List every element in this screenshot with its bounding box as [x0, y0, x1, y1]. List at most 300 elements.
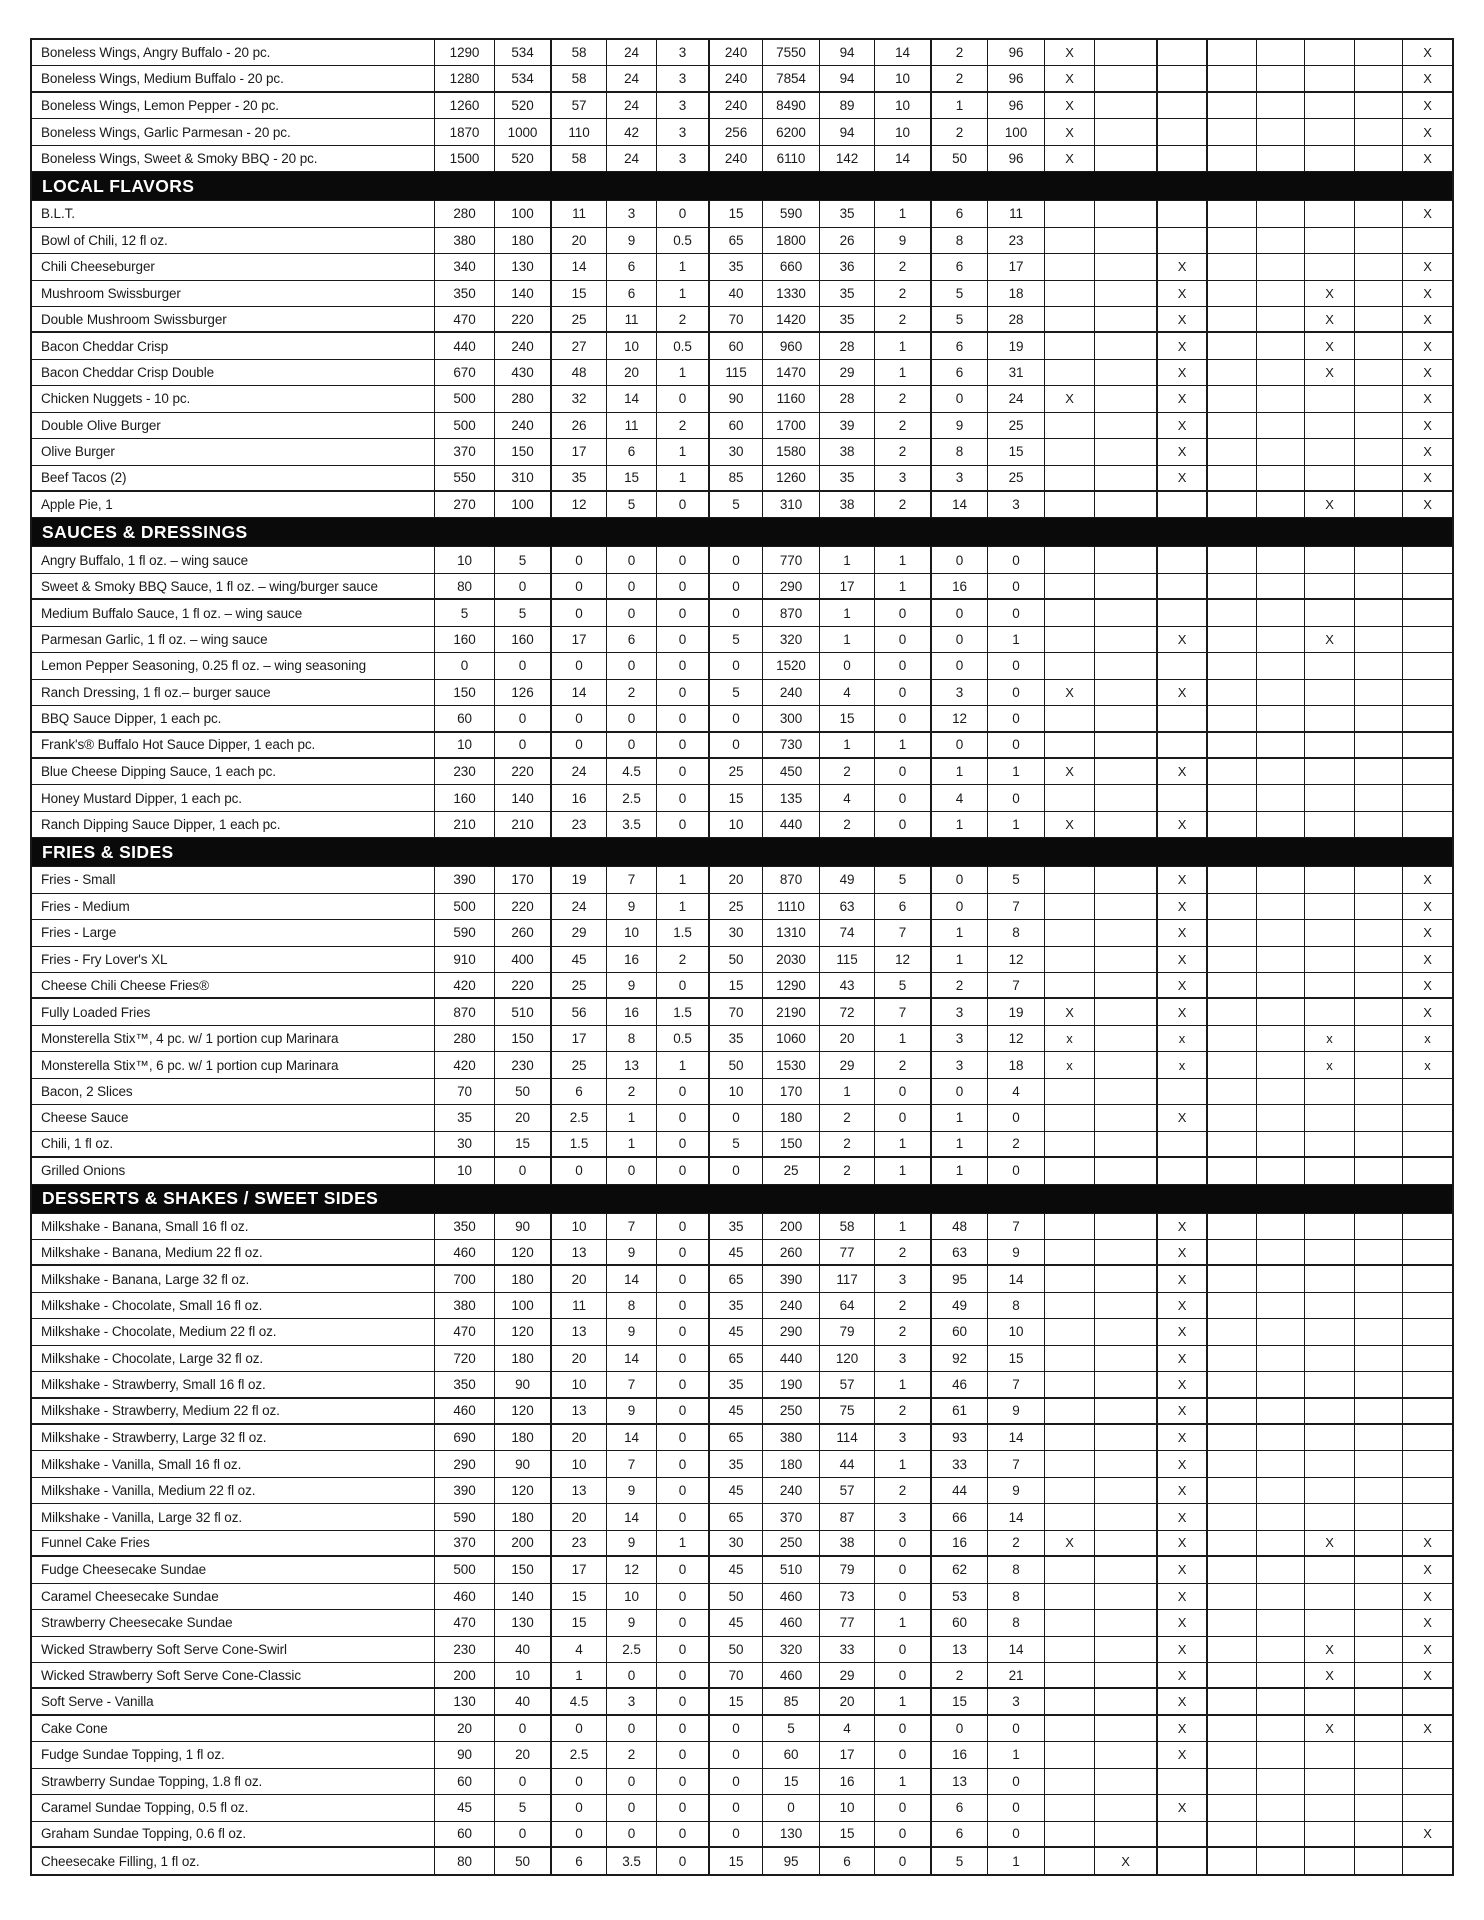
nutrition-value-cell: 240	[710, 146, 763, 171]
nutrition-value-cell: 5	[710, 1132, 763, 1156]
nutrition-value-cell: 256	[710, 119, 763, 144]
nutrition-value-cell: 0	[875, 706, 932, 730]
allergen-mark-cell	[1158, 93, 1208, 118]
allergen-mark-cell	[1095, 1478, 1158, 1503]
nutrition-value-cell: 79	[820, 1557, 875, 1582]
allergen-mark-cell	[1305, 1584, 1355, 1609]
allergen-mark-cell	[1305, 1425, 1355, 1450]
allergen-mark-cell	[1305, 547, 1355, 572]
nutrition-value-cell: 0	[657, 1557, 710, 1582]
nutrition-value-cell: 20	[552, 1266, 607, 1291]
allergen-mark-cell	[1403, 733, 1452, 757]
item-name-cell: Milkshake - Vanilla, Medium 22 fl oz.	[32, 1478, 435, 1503]
nutrition-value-cell: 4	[820, 1716, 875, 1741]
nutrition-value-cell: 13	[552, 1319, 607, 1344]
allergen-mark-cell: X	[1158, 920, 1208, 945]
nutrition-value-cell: 2	[875, 1399, 932, 1423]
allergen-mark-cell	[1403, 1319, 1452, 1344]
allergen-mark-cell	[1355, 1610, 1403, 1635]
nutrition-value-cell: 35	[710, 1026, 763, 1051]
allergen-mark-cell	[1257, 1425, 1305, 1450]
allergen-mark-cell: X	[1423, 1535, 1432, 1551]
allergen-mark-cell	[1045, 1478, 1095, 1503]
nutrition-value-cell: 2	[875, 1293, 932, 1318]
allergen-mark-cell	[1355, 894, 1403, 919]
table-row	[32, 281, 1452, 307]
allergen-mark-cell	[1355, 1026, 1403, 1051]
allergen-mark-cell	[1095, 1372, 1158, 1396]
table-row	[32, 627, 1452, 653]
nutrition-value-cell: 1280	[435, 66, 495, 90]
allergen-mark-cell	[1095, 1105, 1158, 1130]
allergen-mark-cell	[1095, 812, 1158, 837]
item-name-cell: Honey Mustard Dipper, 1 each pc.	[32, 785, 435, 810]
allergen-mark-cell	[1095, 1158, 1158, 1183]
nutrition-value-cell: 8	[932, 439, 988, 464]
allergen-mark-cell	[1257, 680, 1305, 705]
nutrition-value-cell: 23	[988, 228, 1045, 253]
allergen-mark-cell	[1095, 1266, 1158, 1291]
table-row	[32, 547, 1452, 573]
allergen-mark-cell: X	[1158, 1451, 1208, 1476]
allergen-mark-cell	[1095, 627, 1158, 652]
nutrition-value-cell: 870	[763, 600, 820, 625]
item-name-cell: Fries - Small	[32, 867, 435, 892]
allergen-mark-cell	[1305, 574, 1355, 598]
nutrition-value-cell: 0	[710, 547, 763, 572]
nutrition-value-cell: 0	[657, 1346, 710, 1371]
allergen-mark-cell	[1158, 1132, 1208, 1156]
allergen-mark-cell	[1208, 1663, 1257, 1687]
nutrition-value-cell: 3	[875, 1425, 932, 1450]
nutrition-value-cell: 1	[820, 733, 875, 757]
nutrition-value-cell: 460	[435, 1584, 495, 1609]
allergen-mark-cell	[1095, 1531, 1158, 1555]
nutrition-value-cell: 3	[932, 1052, 988, 1077]
nutrition-value-cell: 1	[875, 1610, 932, 1635]
nutrition-value-cell: 440	[435, 333, 495, 358]
allergen-mark-cell	[1208, 93, 1257, 118]
item-name-cell: Caramel Sundae Topping, 0.5 fl oz.	[32, 1795, 435, 1820]
allergen-mark-cell: X	[1305, 281, 1355, 306]
nutrition-value-cell: 8	[988, 1584, 1045, 1609]
table-row	[32, 1132, 1452, 1158]
allergen-mark-cell: X	[1158, 759, 1208, 784]
allergen-mark-cell	[1355, 733, 1403, 757]
table-row	[32, 466, 1452, 492]
nutrition-value-cell: 80	[435, 574, 495, 598]
allergen-mark-cell	[1257, 386, 1305, 411]
nutrition-value-cell: 440	[763, 1346, 820, 1371]
item-name-cell: Grilled Onions	[32, 1158, 435, 1183]
allergen-mark-cell	[1208, 733, 1257, 757]
nutrition-value-cell: 25	[552, 1052, 607, 1077]
allergen-mark-cell	[1305, 812, 1355, 837]
allergen-mark-cell	[1158, 1158, 1208, 1183]
nutrition-value-cell: 13	[552, 1478, 607, 1503]
allergen-mark-cell: X	[1423, 98, 1432, 114]
nutrition-value-cell: 440	[763, 812, 820, 837]
allergen-mark-cell: X	[1423, 365, 1432, 381]
table-row	[32, 1848, 1452, 1874]
table-row	[32, 1319, 1452, 1345]
allergen-mark-cell	[1403, 1425, 1452, 1450]
allergen-mark-cell	[1045, 1105, 1095, 1130]
nutrition-value-cell: 370	[435, 1531, 495, 1555]
allergen-mark-cell	[1257, 360, 1305, 385]
section-header	[32, 838, 1452, 867]
nutrition-value-cell: 1580	[763, 439, 820, 464]
allergen-mark-cell	[1208, 1531, 1257, 1555]
table-row	[32, 1504, 1452, 1530]
allergen-mark-cell	[1208, 333, 1257, 358]
item-name-cell: Ranch Dipping Sauce Dipper, 1 each pc.	[32, 812, 435, 837]
allergen-mark-cell	[1257, 466, 1305, 490]
nutrition-value-cell: 60	[932, 1610, 988, 1635]
nutrition-value-cell: 15	[820, 1822, 875, 1846]
allergen-mark-cell	[1045, 973, 1095, 997]
allergen-mark-cell: X	[1423, 1615, 1432, 1631]
nutrition-value-cell: 0	[932, 600, 988, 625]
nutrition-value-cell: 142	[820, 146, 875, 171]
nutrition-value-cell: 20	[552, 228, 607, 253]
nutrition-value-cell: 17	[552, 627, 607, 652]
table-row	[32, 119, 1452, 145]
allergen-mark-cell: x	[1158, 1026, 1208, 1051]
nutrition-value-cell: 15	[495, 1132, 552, 1156]
nutrition-value-cell: 210	[495, 812, 552, 837]
nutrition-value-cell: 20	[495, 1105, 552, 1130]
nutrition-value-cell: 0	[552, 653, 607, 678]
nutrition-value-cell: 15	[552, 1584, 607, 1609]
nutrition-value-cell: 7	[988, 1214, 1045, 1239]
nutrition-value-cell: 130	[763, 1822, 820, 1846]
nutrition-value-cell: 0	[657, 1158, 710, 1183]
allergen-mark-cell	[1158, 706, 1208, 730]
nutrition-value-cell: 126	[495, 680, 552, 705]
allergen-mark-cell	[1095, 1293, 1158, 1318]
nutrition-value-cell: 1330	[763, 281, 820, 306]
nutrition-value-cell: 120	[495, 1319, 552, 1344]
nutrition-value-cell: 96	[988, 146, 1045, 171]
nutrition-value-cell: 380	[435, 228, 495, 253]
allergen-mark-cell	[1095, 307, 1158, 331]
allergen-mark-cell	[1305, 894, 1355, 919]
allergen-mark-cell	[1208, 574, 1257, 598]
nutrition-value-cell: 1	[552, 1663, 607, 1687]
allergen-mark-cell	[1095, 759, 1158, 784]
nutrition-value-cell: 11	[607, 413, 657, 438]
nutrition-value-cell: 4.5	[607, 759, 657, 784]
table-row	[32, 1531, 1452, 1557]
allergen-mark-cell	[1095, 574, 1158, 598]
nutrition-value-cell: 2	[932, 66, 988, 90]
allergen-mark-cell	[1355, 574, 1403, 598]
allergen-mark-cell: X	[1423, 497, 1432, 513]
item-name-cell: Lemon Pepper Seasoning, 0.25 fl oz. – wing seasoning	[32, 653, 435, 678]
allergen-mark-cell	[1095, 733, 1158, 757]
nutrition-value-cell: 0	[552, 706, 607, 730]
allergen-mark-cell: X	[1423, 1004, 1432, 1020]
nutrition-value-cell: 0	[710, 1742, 763, 1767]
allergen-mark-cell: X	[1305, 360, 1355, 385]
nutrition-value-cell: 14	[607, 1346, 657, 1371]
allergen-mark-cell	[1355, 1584, 1403, 1609]
allergen-mark-cell: X	[1158, 894, 1208, 919]
allergen-mark-cell	[1257, 201, 1305, 226]
item-name-cell: Boneless Wings, Garlic Parmesan - 20 pc.	[32, 119, 435, 144]
allergen-mark-cell: X	[1423, 417, 1432, 433]
allergen-mark-cell	[1208, 201, 1257, 226]
nutrition-value-cell: 10	[710, 812, 763, 837]
item-name-cell: Milkshake - Strawberry, Large 32 fl oz.	[32, 1425, 435, 1450]
allergen-mark-cell	[1305, 228, 1355, 253]
nutrition-value-cell: 1	[875, 201, 932, 226]
nutrition-value-cell: 24	[607, 93, 657, 118]
nutrition-value-cell: 510	[495, 999, 552, 1024]
allergen-mark-cell	[1158, 574, 1208, 598]
allergen-mark-cell	[1095, 1214, 1158, 1239]
nutrition-value-cell: 5	[710, 680, 763, 705]
nutrition-value-cell: 35	[820, 466, 875, 490]
allergen-mark-cell	[1403, 1266, 1452, 1291]
nutrition-value-cell: 0	[495, 653, 552, 678]
item-name-cell: Bacon Cheddar Crisp	[32, 333, 435, 358]
nutrition-value-cell: 0	[875, 653, 932, 678]
allergen-mark-cell: X	[1158, 1689, 1208, 1713]
allergen-mark-cell	[1355, 333, 1403, 358]
allergen-mark-cell: X	[1158, 386, 1208, 411]
item-name-cell: Boneless Wings, Medium Buffalo - 20 pc.	[32, 66, 435, 90]
allergen-mark-cell	[1355, 1663, 1403, 1687]
allergen-mark-cell: X	[1423, 259, 1432, 275]
nutrition-value-cell: 26	[552, 413, 607, 438]
nutrition-value-cell: 17	[552, 439, 607, 464]
allergen-mark-cell: X	[1158, 1266, 1208, 1291]
allergen-mark-cell	[1208, 254, 1257, 279]
allergen-mark-cell	[1305, 759, 1355, 784]
allergen-mark-cell	[1305, 1557, 1355, 1582]
allergen-mark-cell	[1095, 894, 1158, 919]
table-row	[32, 973, 1452, 999]
allergen-mark-cell: X	[1158, 680, 1208, 705]
allergen-mark-cell: X	[1305, 333, 1355, 358]
nutrition-value-cell: 20	[552, 1504, 607, 1529]
allergen-mark-cell	[1305, 1079, 1355, 1104]
nutrition-value-cell: 0	[607, 1795, 657, 1820]
nutrition-value-cell: 8490	[763, 93, 820, 118]
allergen-mark-cell	[1208, 1079, 1257, 1104]
allergen-mark-cell: X	[1158, 1504, 1208, 1529]
allergen-mark-cell	[1095, 1079, 1158, 1104]
nutrition-value-cell: 0	[932, 1079, 988, 1104]
item-name-cell: Cake Cone	[32, 1716, 435, 1741]
nutrition-value-cell: 0	[875, 600, 932, 625]
allergen-mark-cell	[1257, 1557, 1305, 1582]
allergen-mark-cell	[1355, 1240, 1403, 1264]
nutrition-value-cell: 1	[875, 360, 932, 385]
allergen-mark-cell	[1208, 547, 1257, 572]
allergen-mark-cell	[1095, 947, 1158, 972]
nutrition-value-cell: 0	[875, 1584, 932, 1609]
allergen-mark-cell	[1208, 119, 1257, 144]
nutrition-value-cell: 2	[932, 119, 988, 144]
nutrition-value-cell: 1	[932, 920, 988, 945]
item-name-cell: Beef Tacos (2)	[32, 466, 435, 490]
nutrition-value-cell: 1.5	[552, 1132, 607, 1156]
nutrition-value-cell: 11	[552, 1293, 607, 1318]
nutrition-value-cell: 15	[552, 1610, 607, 1635]
nutrition-value-cell: 20	[495, 1742, 552, 1767]
allergen-mark-cell: X	[1158, 1214, 1208, 1239]
allergen-mark-cell	[1403, 680, 1452, 705]
nutrition-value-cell: 1	[820, 547, 875, 572]
table-row	[32, 1425, 1452, 1451]
allergen-mark-cell	[1355, 254, 1403, 279]
nutrition-value-cell: 0	[988, 1769, 1045, 1794]
item-name-cell: Bacon Cheddar Crisp Double	[32, 360, 435, 385]
nutrition-value-cell: 1	[657, 867, 710, 892]
nutrition-value-cell: 7	[607, 1451, 657, 1476]
nutrition-value-cell: 12	[607, 1557, 657, 1582]
allergen-mark-cell: X	[1045, 40, 1095, 65]
nutrition-value-cell: 90	[710, 386, 763, 411]
nutrition-value-cell: 0	[875, 680, 932, 705]
nutrition-value-cell: 12	[932, 706, 988, 730]
nutrition-value-cell: 1870	[435, 119, 495, 144]
nutrition-value-cell: 250	[763, 1399, 820, 1423]
nutrition-value-cell: 3	[657, 93, 710, 118]
nutrition-value-cell: 26	[820, 228, 875, 253]
item-name-cell: Monsterella Stix™, 6 pc. w/ 1 portion cup Marinara	[32, 1052, 435, 1077]
nutrition-value-cell: 3	[875, 1266, 932, 1291]
allergen-mark-cell	[1095, 867, 1158, 892]
nutrition-value-cell: 1	[932, 759, 988, 784]
allergen-mark-cell	[1095, 1026, 1158, 1051]
nutrition-value-cell: 1260	[435, 93, 495, 118]
allergen-mark-cell	[1257, 119, 1305, 144]
nutrition-value-cell: 0	[657, 1079, 710, 1104]
allergen-mark-cell: X	[1423, 1826, 1432, 1842]
allergen-mark-cell: X	[1158, 413, 1208, 438]
allergen-mark-cell	[1305, 119, 1355, 144]
allergen-mark-cell: X	[1158, 439, 1208, 464]
allergen-mark-cell	[1403, 228, 1452, 253]
allergen-mark-cell	[1158, 653, 1208, 678]
nutrition-value-cell: 0	[552, 733, 607, 757]
allergen-mark-cell	[1257, 1478, 1305, 1503]
nutrition-value-cell: 380	[435, 1293, 495, 1318]
nutrition-value-cell: 3	[607, 1689, 657, 1713]
nutrition-value-cell: 0	[875, 1557, 932, 1582]
item-name-cell: Blue Cheese Dipping Sauce, 1 each pc.	[32, 759, 435, 784]
nutrition-value-cell: 10	[607, 333, 657, 358]
nutrition-value-cell: 61	[932, 1399, 988, 1423]
table-row	[32, 1795, 1452, 1821]
allergen-mark-cell	[1045, 492, 1095, 517]
allergen-mark-cell	[1355, 653, 1403, 678]
item-name-cell: Caramel Cheesecake Sundae	[32, 1584, 435, 1609]
nutrition-value-cell: 64	[820, 1293, 875, 1318]
nutrition-value-cell: 6	[932, 254, 988, 279]
allergen-mark-cell	[1208, 1848, 1257, 1874]
allergen-mark-cell	[1208, 1795, 1257, 1820]
allergen-mark-cell	[1045, 1795, 1095, 1820]
allergen-mark-cell	[1403, 1399, 1452, 1423]
nutrition-value-cell: 6	[552, 1848, 607, 1874]
nutrition-value-cell: 1	[988, 812, 1045, 837]
nutrition-value-cell: 45	[710, 1557, 763, 1582]
nutrition-value-cell: 60	[435, 1769, 495, 1794]
allergen-mark-cell	[1095, 146, 1158, 171]
item-name-cell: Bowl of Chili, 12 fl oz.	[32, 228, 435, 253]
nutrition-value-cell: 94	[820, 40, 875, 65]
nutrition-value-cell: 0	[932, 733, 988, 757]
allergen-mark-cell: X	[1423, 285, 1432, 301]
nutrition-value-cell: 10	[875, 66, 932, 90]
allergen-mark-cell	[1257, 1848, 1305, 1874]
allergen-mark-cell: X	[1158, 1240, 1208, 1264]
allergen-mark-cell	[1208, 1637, 1257, 1662]
table-row	[32, 386, 1452, 412]
item-name-cell: Boneless Wings, Angry Buffalo - 20 pc.	[32, 40, 435, 65]
nutrition-value-cell: 72	[820, 999, 875, 1024]
nutrition-value-cell: 0	[657, 1504, 710, 1529]
nutrition-value-cell: 94	[820, 119, 875, 144]
allergen-mark-cell	[1355, 999, 1403, 1024]
nutrition-value-cell: 65	[710, 1425, 763, 1450]
nutrition-value-cell: 60	[435, 1822, 495, 1846]
nutrition-value-cell: 0	[932, 1716, 988, 1741]
nutrition-value-cell: 90	[435, 1742, 495, 1767]
allergen-mark-cell	[1208, 600, 1257, 625]
nutrition-value-cell: 1	[820, 600, 875, 625]
nutrition-value-cell: 100	[495, 492, 552, 517]
nutrition-value-cell: 200	[495, 1531, 552, 1555]
allergen-mark-cell	[1045, 307, 1095, 331]
nutrition-value-cell: 0	[657, 1689, 710, 1713]
table-row	[32, 1478, 1452, 1504]
nutrition-value-cell: 160	[435, 785, 495, 810]
allergen-mark-cell	[1257, 146, 1305, 171]
nutrition-value-cell: 7	[988, 1451, 1045, 1476]
nutrition-value-cell: 12	[988, 1026, 1045, 1051]
allergen-mark-cell	[1158, 600, 1208, 625]
nutrition-value-cell: 280	[435, 201, 495, 226]
nutrition-value-cell: 33	[820, 1637, 875, 1662]
nutrition-value-cell: 470	[435, 1610, 495, 1635]
nutrition-value-cell: 5	[932, 281, 988, 306]
allergen-mark-cell	[1403, 1504, 1452, 1529]
allergen-mark-cell: X	[1423, 1667, 1432, 1683]
allergen-mark-cell	[1403, 785, 1452, 810]
allergen-mark-cell	[1355, 973, 1403, 997]
allergen-mark-cell	[1355, 1848, 1403, 1874]
allergen-mark-cell	[1355, 547, 1403, 572]
allergen-mark-cell	[1095, 93, 1158, 118]
nutrition-value-cell: 0	[657, 1848, 710, 1874]
allergen-mark-cell	[1045, 1848, 1095, 1874]
nutrition-value-cell: 28	[988, 307, 1045, 331]
allergen-mark-cell: X	[1423, 1562, 1432, 1578]
allergen-mark-cell	[1403, 1689, 1452, 1713]
nutrition-value-cell: 9	[988, 1240, 1045, 1264]
allergen-mark-cell	[1355, 680, 1403, 705]
allergen-mark-cell	[1305, 1822, 1355, 1846]
nutrition-value-cell: 0	[657, 201, 710, 226]
allergen-mark-cell	[1355, 1346, 1403, 1371]
table-row	[32, 1557, 1452, 1583]
